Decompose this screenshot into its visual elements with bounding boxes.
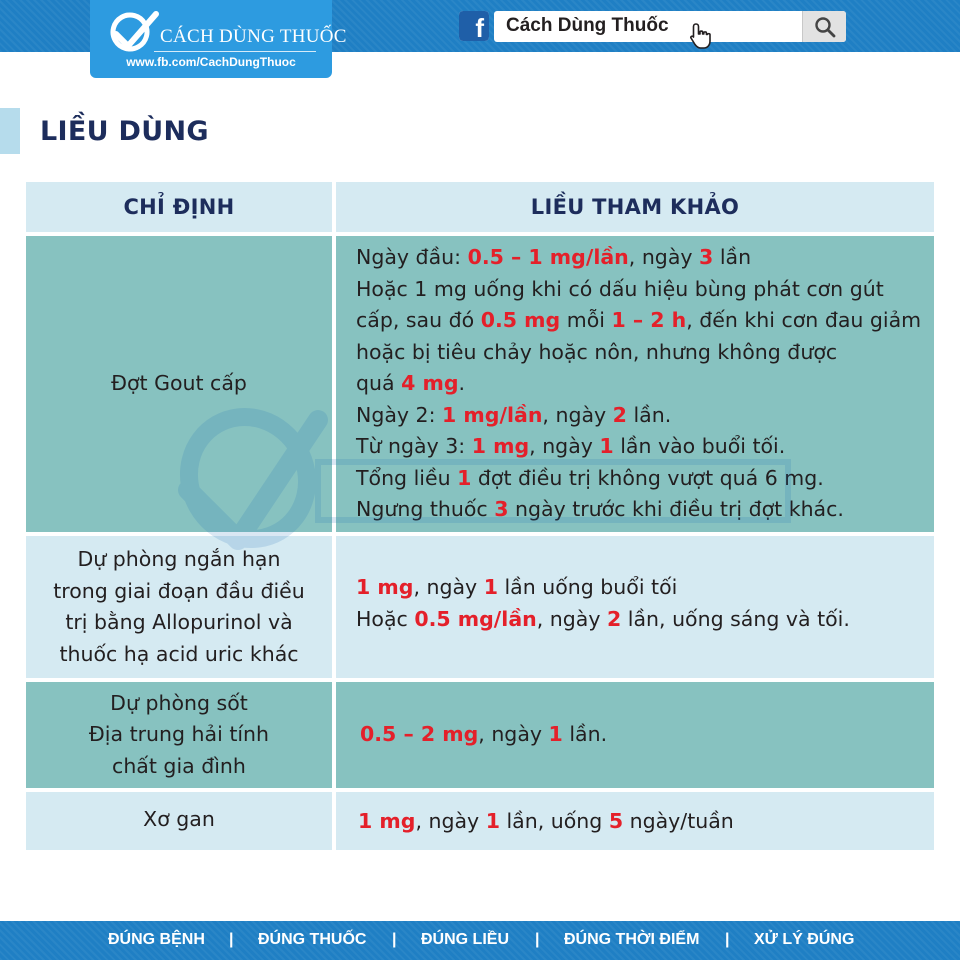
dose-highlight: 0.5 mg/lần [414,606,537,631]
dose-highlight: 2 [607,606,622,631]
table-row [26,682,934,788]
footer-separator: | [725,931,730,948]
footer-item: ĐÚNG THỜI ĐIỂM [564,931,700,948]
dose-segment: , ngày [413,575,484,599]
indication-text [26,792,332,850]
indication-line: Xơ gan [143,806,215,831]
dose-line [356,242,934,274]
logo-name: CÁCH DÙNG THUỐC [160,26,347,47]
table-header-row [26,182,934,232]
search-input-text[interactable]: Cách Dùng Thuốc [506,15,669,36]
search-button[interactable] [802,11,846,42]
dose-segment: lần. [626,402,672,427]
indication-line: thuốc hạ acid uric khác [59,641,299,666]
footer-separator: | [535,931,540,948]
dose-segment: , ngày [529,434,600,458]
dose-segment: Ngưng thuốc [356,497,495,521]
dose-highlight: 1 mg [471,434,530,458]
dose-segment: Từ ngày 3: [356,434,472,458]
indication-line: Dự phòng ngắn hạn [77,547,281,571]
dose-cell [336,792,934,850]
dose-segment: lần. [562,722,608,746]
dose-segment: lần vào buổi tối. [613,434,786,458]
dose-highlight: 1 [548,722,563,746]
dose-segment: lần, uống sáng và tối. [621,606,850,631]
indication-line: trị bằng Allopurinol và [65,610,293,634]
dose-segment: ngày/tuần [623,809,734,833]
dose-segment: , ngày [478,722,549,746]
dose-segment: Hoặc 1 mg uống khi có dấu hiệu bùng phát cơn gút [356,276,884,301]
header-cell-indication: CHỈ ĐỊNH [26,182,332,232]
page-title: LIỀU DÙNG [40,116,209,147]
dose-segment: quá [356,371,402,395]
indication-cell [26,682,332,788]
dose-segment: ngày trước khi điều trị đợt khác. [508,497,844,521]
dose-segment: lần, uống [499,809,609,833]
dose-text [356,572,934,635]
dose-highlight: 1 mg [356,575,414,599]
indication-line: Dự phòng sốt [110,690,248,715]
dose-highlight: 5 [608,809,624,833]
watermark-logo [168,400,808,560]
dose-highlight: 0.5 – 1 mg/lần [467,245,629,269]
dose-segment: mỗi [560,308,612,332]
dose-line [356,572,934,604]
dose-highlight: 1 [457,465,472,490]
dose-highlight: 3 [699,245,714,269]
footer-separator: | [392,931,397,948]
footer-bar [0,921,960,960]
footer-item: ĐÚNG THUỐC [258,931,367,948]
footer-item: ĐÚNG LIỀU [421,931,509,948]
dose-segment: , đến khi cơn đau giảm [686,308,922,332]
dose-line [356,368,934,400]
dose-line [356,305,934,337]
dose-highlight: 1 – 2 h [611,308,687,332]
cursor-pointer-icon [688,22,714,50]
dose-highlight: 0.5 – 2 mg [360,722,479,746]
dose-line [358,806,934,838]
dose-highlight: 1 mg [358,809,416,833]
dose-line [356,337,934,369]
indication-line: chất gia đình [112,753,246,778]
footer-separator: | [229,931,234,948]
dose-highlight: 1 mg/lần [442,402,543,427]
dose-segment: lần uống buổi tối [497,575,678,599]
dose-segment: Ngày 2: [356,402,443,427]
dose-highlight: 1 [483,575,498,599]
indication-cell [26,792,332,850]
dose-segment: , ngày [628,245,700,269]
footer-item: ĐÚNG BỆNH [108,931,205,948]
dose-segment: , ngày [542,402,613,427]
dose-segment: Ngày đầu: [356,245,468,269]
indication-line: Đợt Gout cấp [111,371,247,396]
footer-item: XỬ LÝ ĐÚNG [754,931,855,948]
dose-line [356,604,934,636]
dose-line [356,274,934,306]
dose-highlight: 3 [494,497,509,521]
indication-line: Địa trung hải tính [88,722,270,747]
header-cell-dose: LIỀU THAM KHẢO [336,182,934,232]
logo-url: www.fb.com/CachDungThuoc [126,55,296,69]
facebook-icon[interactable]: f [459,11,489,41]
search-icon [814,16,836,38]
dose-line [360,719,934,751]
dose-segment: cấp, sau đó [356,308,481,332]
indication-line: trong giai đoạn đầu điều [53,578,305,603]
logo-check-icon [108,8,160,54]
table-row [26,792,934,850]
dose-segment: Hoặc [356,606,415,631]
dose-text [358,806,934,838]
dose-segment: hoặc bị tiêu chảy hoặc nôn, nhưng không được [356,339,838,364]
dose-segment: lần [713,245,752,269]
logo-divider [154,51,316,52]
dose-segment: . [458,371,466,395]
dose-cell [336,682,934,788]
dose-highlight: 2 [612,402,627,427]
dose-highlight: 4 mg [401,371,459,395]
dose-segment: , ngày [536,606,607,631]
dose-highlight: 0.5 mg [480,308,561,332]
dose-text [360,719,934,751]
search-bar[interactable] [494,11,846,42]
dose-segment: , ngày [415,809,486,833]
dose-highlight: 1 [485,809,500,833]
dose-highlight: 1 [599,434,614,458]
dose-segment: đợt điều trị không vượt quá 6 mg. [471,465,824,490]
title-accent-bar [0,108,20,154]
dose-segment: Tổng liều [356,465,458,490]
indication-text [26,682,332,788]
brand-logo[interactable] [90,0,347,78]
